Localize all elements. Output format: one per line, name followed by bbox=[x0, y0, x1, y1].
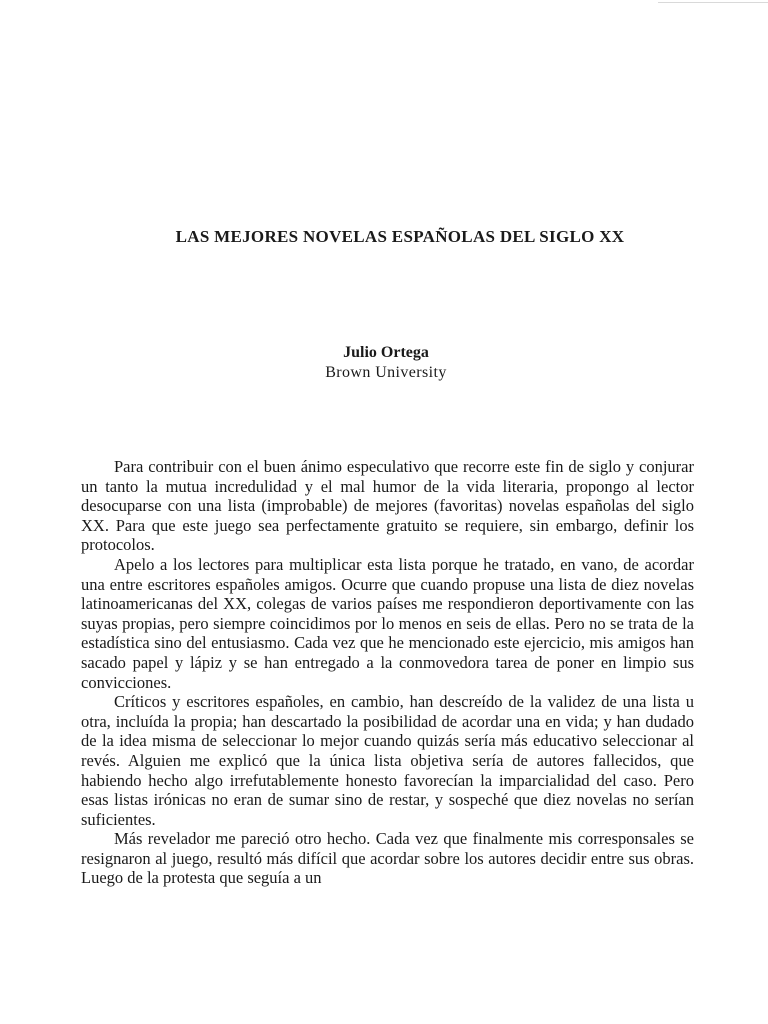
paragraph: Para contribuir con el buen ánimo especulativo que recorre este fin de siglo y conjurar un tanto la mutua incredulidad y el mal humor de la vida literaria, propongo al lector desocuparse con una lista (improbable) de mejores (favoritas) novelas españolas del siglo XX. Para que este juego sea perfectamente gratuito se requiere, sin embargo, definir los protocolos. bbox=[81, 457, 694, 555]
scan-edge-line bbox=[658, 2, 768, 9]
paragraph: Apelo a los lectores para multiplicar esta lista porque he tratado, en vano, de acordar una entre escritores españoles amigos. Ocurre que cuando propuse una lista de diez novelas latinoamericanas del XX, colegas de varios países me respondieron deportivamente con las suyas propias, pero siempre coincidimos por lo menos en seis de ellas. Pero no se trata de la estadística sino del entusiasmo. Cada vez que he mencionado este ejercicio, mis amigos han sacado papel y lápiz y se han entregado a la conmovedora tarea de poner en limpio sus convicciones. bbox=[81, 554, 694, 692]
paragraph: Más revelador me pareció otro hecho. Cada vez que finalmente mis corresponsales se resignaron al juego, resultó más difícil que acordar sobre los autores decidir entre sus obras. Luego de la protesta que seguía a un bbox=[81, 829, 694, 888]
author-name: Julio Ortega bbox=[343, 344, 429, 361]
author-affiliation: Brown University bbox=[325, 364, 447, 381]
paragraph: Críticos y escritores españoles, en cambio, han descreído de la validez de una lista u otra, incluída la propia; han descartado la posibilidad de acordar una en vida; y han dudado de la idea misma de seleccionar lo mejor cuando quizás sería más educativo seleccionar al revés. Alguien me explicó que la única lista objetiva sería de autores fallecidos, que habiendo hecho algo irrefutablemente honesto favorecían la imparcialidad del caso. Pero esas listas irónicas no eran de sumar sino de restar, y sospeché que diez novelas no serían suficientes. bbox=[81, 692, 694, 829]
article-body bbox=[81, 457, 694, 888]
article-title: LAS MEJORES NOVELAS ESPAÑOLAS DEL SIGLO XX bbox=[175, 227, 625, 246]
byline bbox=[0, 343, 768, 383]
